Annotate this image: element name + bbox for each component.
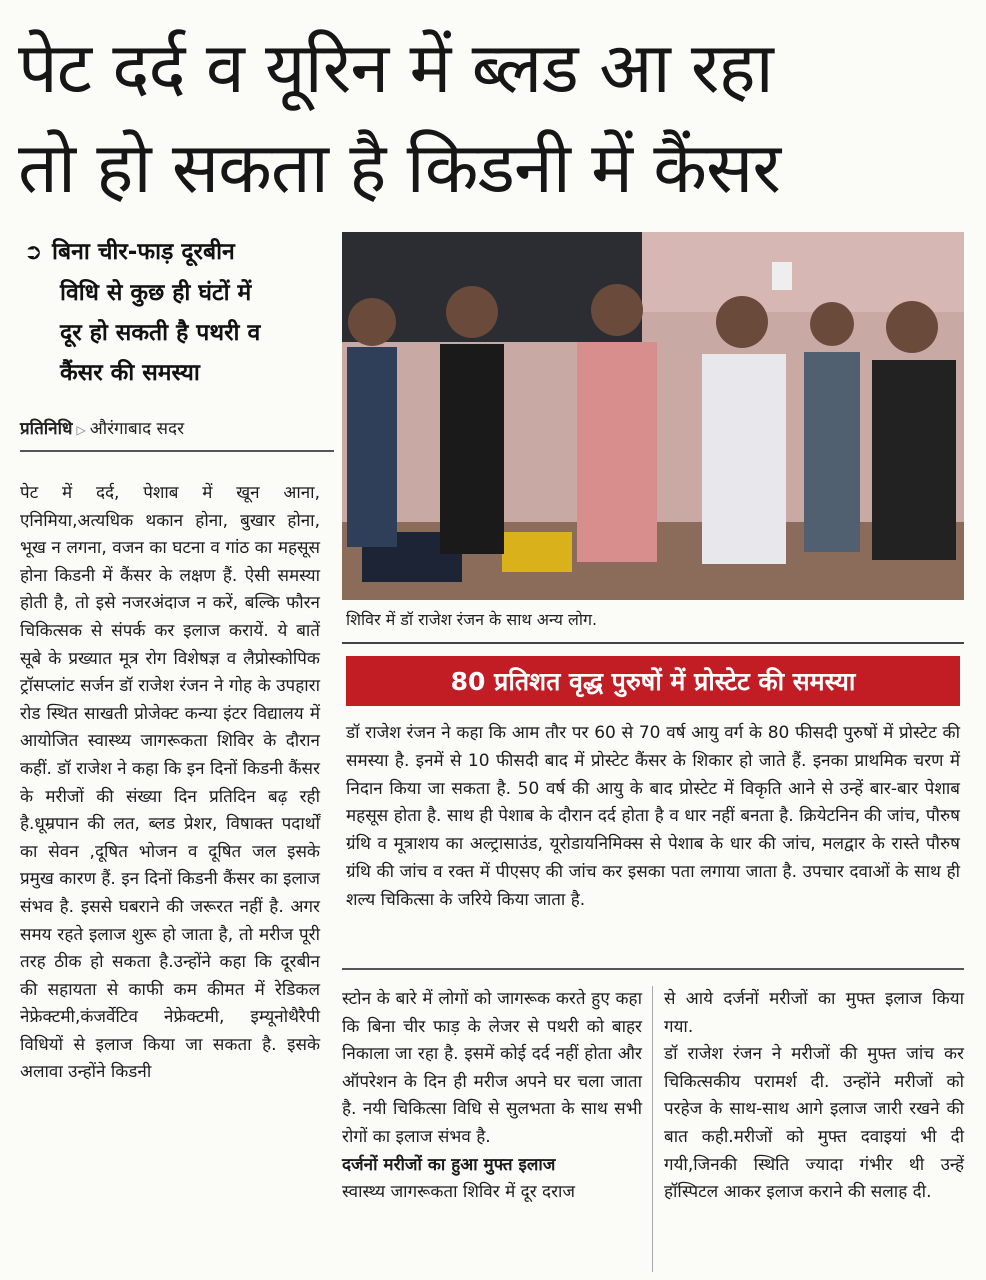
deck bbox=[24, 232, 334, 393]
article-text: डॉ राजेश रंजन ने मरीजों की मुफ्त जांच कर चिकित्सकीय परामर्श दी. उन्होंने मरीजों को परहेज के साथ-साथ आगे इलाज जारी रखने की बात कही.मरीजों को मुफ्त दवाइयां भी दी गयी,जिनकी स्थिति ज्यादा गंभीर थी उन्हें हॉस्पिटल आकर इलाज कराने की सलाह दी. bbox=[664, 1044, 964, 1203]
divider bbox=[342, 968, 964, 970]
photo-caption: शिविर में डॉ राजेश रंजन के साथ अन्य लोग. bbox=[346, 610, 598, 629]
divider bbox=[342, 642, 964, 644]
subheading: दर्जनों मरीजों का हुआ मुफ्त इलाज bbox=[342, 1154, 556, 1175]
article-text: स्टोन के बारे में लोगों को जागरूक करते हुए कहा कि बिना चीर फाड़ के लेजर से पथरी को बाहर निकाला जा रहा है. इसमें कोई दर्द नहीं होता और ऑपरेशन के दिन ही मरीज अपने घर चला जाता है. नयी चिकित्सा विधि से सुलभता के साथ सभी रोगों का इलाज संभव है. bbox=[342, 989, 642, 1147]
byline bbox=[20, 416, 340, 439]
article-text: स्वास्थ्य जागरूकता शिविर में दूर दराज bbox=[342, 1182, 576, 1203]
article-column-1 bbox=[20, 480, 320, 1087]
article-column-2 bbox=[342, 986, 642, 1207]
headline-line-1: पेट दर्द व यूरिन में ब्लड आ रहा bbox=[18, 27, 773, 109]
article-text: डॉ राजेश रंजन ने कहा कि आम तौर पर 60 से 70 वर्ष आयु वर्ग के 80 फीसदी पुरुषों में प्रोस्टेट की समस्या है. इनमें से 10 फीसदी बाद में प्रोस्टेट कैंसर के शिकार हो जाते हैं. इनका प्राथमिक चरण में निदान किया जा सकता है. 50 वर्ष की आयु के बाद प्रोस्टेट में विकृति आने से उन्हें बार-बार पेशाब महसूस होता है. साथ ही पेशाब के दौरान दर्द होता है व धार नहीं बनता है. क्रियेटनिन की जांच, पौरुष ग्रंथि व मूत्राशय का अल्ट्रासाउंड, यूरोडायनिमिक्स से पेशाब के धार की जांच, मलद्वार के रास्ते पौरुष ग्रंथि की जांच व रक्त में पीएसए की जांच कर इसका पता लगाया जाता है. उपचार दवाओं के साथ ही शल्य चिकित्सा के जरिये किया जाता है. bbox=[346, 723, 960, 910]
deck-line-4: कैंसर की समस्या bbox=[60, 360, 200, 386]
byline-label: प्रतिनिधि bbox=[20, 419, 73, 439]
deck-line-1: बिना चीर-फाड़ दूरबीन bbox=[52, 239, 235, 265]
arrow-icon: ➲ bbox=[24, 240, 43, 265]
article-text: से आये दर्जनों मरीजों का मुफ्त इलाज किया गया. bbox=[664, 989, 964, 1037]
news-photo bbox=[342, 232, 964, 600]
triangle-icon: ▷ bbox=[76, 423, 86, 437]
deck-line-2: विधि से कुछ ही घंटों में bbox=[60, 280, 252, 306]
divider bbox=[20, 450, 334, 452]
headline-line-2: तो हो सकता है किडनी में कैंसर bbox=[18, 127, 781, 209]
headline bbox=[18, 18, 968, 218]
column-divider bbox=[652, 986, 653, 1272]
article-wide-column bbox=[346, 720, 960, 915]
article-text: पेट में दर्द, पेशाब में खून आना, एनिमिया,अत्यधिक थकान होना, बुखार होना, भूख न लगना, वजन का घटना व गांठ का महसूस होना किडनी में कैंसर के लक्षण हैं. ऐसी समस्या होती है, तो इसे नजरअंदाज न करें, बल्कि फौरन चिकित्सक से संपर्क कर इलाज करायें. ये बातें सूबे के प्रख्यात मूत्र रोग विशेषज्ञ व लैप्रोस्कोपिक ट्रॉसप्लांट सर्जन डॉ राजेश रंजन ने गोह के उपहारा रोड स्थित साखती प्रोजेक्ट कन्या इंटर विद्यालय में आयोजित स्वास्थ्य जागरूकता शिविर के दौरान कहीं. डॉ राजेश ने कहा कि इन दिनों किडनी कैंसर के मरीजों की संख्या दिन प्रतिदिन बढ़ रही है.धूम्रपान की लत, ब्लड प्रेशर, विषाक्त पदार्थों का सेवन ,दूषित भोजन व दूषित जल इसके प्रमुख कारण हैं. इन दिनों किडनी कैंसर का इलाज संभव है. इससे घबराने की जरूरत नहीं है. अगर समय रहते इलाज शुरू हो जाता है, तो मरीज पूरी तरह ठीक हो सकता है.उन्होंने कहा कि दूरबीन की सहायता से काफी कम कीमत में रेडिकल नेफ्रेक्टमी,कंजर्वेटिव नेफ्रेक्टमी, इम्यूनोथैरैपी विधियों से इलाज किया जा सकता है. इसके अलावा उन्होंने किडनी bbox=[20, 483, 320, 1083]
deck-line-3: दूर हो सकती है पथरी व bbox=[60, 320, 261, 346]
byline-place: औरंगाबाद सदर bbox=[89, 419, 185, 439]
section-banner: 80 प्रतिशत वृद्ध पुरुषों में प्रोस्टेट की समस्या bbox=[346, 656, 960, 706]
article-column-3 bbox=[664, 986, 964, 1207]
